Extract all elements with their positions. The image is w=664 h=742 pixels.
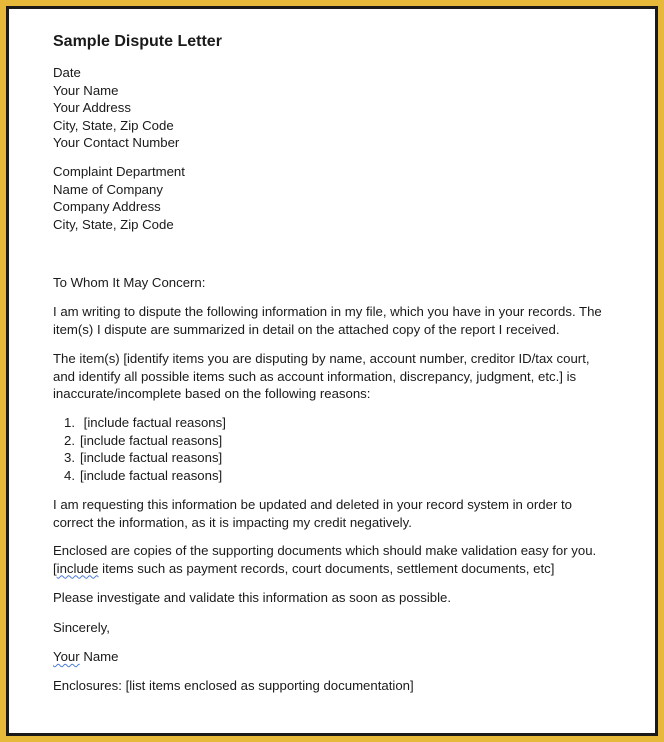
list-item (53, 432, 613, 450)
list-number: 4. (64, 467, 75, 483)
signature-text: Name (79, 649, 119, 664)
paragraph-line: Enclosed are copies of the supporting documents which should make validation easy for you. (53, 543, 597, 558)
paragraph-line: item(s) I dispute are summarized in detail on the attached copy of the report I received. (53, 321, 560, 337)
list-item (53, 467, 613, 485)
recipient-line: Name of Company (53, 181, 163, 197)
spellcheck-word: Your (53, 649, 80, 664)
paragraph-line: correct the information, as it is impacting my credit negatively. (53, 514, 412, 530)
paragraph-enclosed (53, 542, 613, 577)
paragraph-line: The item(s) [identify items you are disputing by name, account number, creditor ID/tax court, (53, 351, 590, 366)
paragraph-line: I am requesting this information be updated and deleted in your record system in order to (53, 497, 573, 512)
sender-line: City, State, Zip Code (53, 117, 174, 133)
letter-title: Sample Dispute Letter (53, 33, 222, 50)
bracket-text: [ (53, 560, 57, 576)
sender-line: Your Address (53, 100, 131, 115)
spellcheck-word: include (56, 560, 99, 576)
list-item (53, 414, 613, 432)
sender-line: Your Contact Number (53, 135, 180, 150)
recipient-line: City, State, Zip Code (53, 216, 174, 232)
paragraph-line (53, 560, 613, 578)
paragraph-items (53, 350, 613, 403)
sender-line: Date (53, 65, 81, 80)
list-number: 2. (64, 432, 75, 448)
list-number: 1. (64, 415, 75, 430)
recipient-line: Company Address (53, 199, 161, 214)
paragraph-intro (53, 303, 613, 338)
signature (53, 648, 613, 666)
closing: Sincerely, (53, 620, 110, 635)
list-text: [include factual reasons] (80, 415, 226, 430)
paragraph-request (53, 496, 613, 531)
list-item (53, 449, 613, 467)
letter-page (9, 9, 655, 733)
recipient-block (53, 163, 185, 233)
list-text: [include factual reasons] (80, 432, 223, 448)
enclosures: Enclosures: [list items enclosed as supporting documentation] (53, 678, 414, 693)
sender-line: Your Name (53, 82, 119, 98)
paragraph-line: inaccurate/incomplete based on the following reasons: (53, 386, 371, 401)
paragraph-investigate: Please investigate and validate this information as soon as possible. (53, 590, 452, 605)
recipient-line: Complaint Department (53, 164, 185, 179)
list-text: [include factual reasons] (80, 450, 223, 465)
paragraph-line: I am writing to dispute the following information in my file, which you have in your records. The (53, 304, 602, 319)
salutation: To Whom It May Concern: (53, 275, 206, 290)
paragraph-line: and identify all possible items such as account information, discrepancy, judgment, etc.] is (53, 368, 577, 384)
sender-block (53, 64, 179, 152)
list-number: 3. (64, 450, 75, 465)
paragraph-text: items such as payment records, court documents, settlement documents, etc] (98, 560, 555, 576)
list-text: [include factual reasons] (80, 467, 223, 483)
reasons-list (53, 414, 613, 484)
